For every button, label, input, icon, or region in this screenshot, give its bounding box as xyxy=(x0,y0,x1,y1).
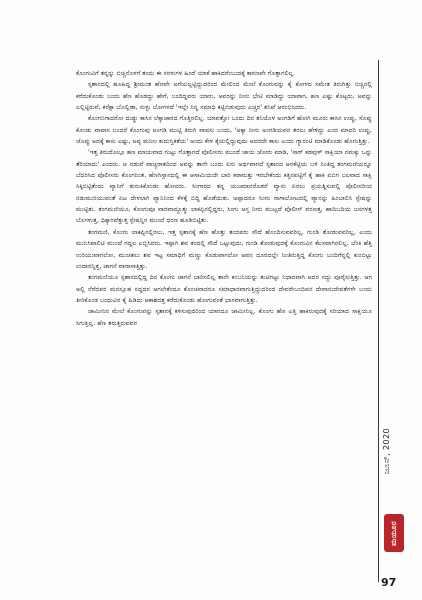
paragraph-2: ಸ್ಪಶಾನದಲ್ಲಿ ಹೂಹಿದ್ದ ಶ್ರೀಮಂತ ಹೆಣವೇ ಅಗೆಯಲ್ಪಟ್ಟಿದ್ದುದರಿಂದ ಮೇಲಿಂದ ಮೇಲೆ ಕೊಂಗುವನ್ನು ಕೈ ಕೋಳದ ಸಮೇತ ತಿರುಗಿತ್ತು ಬಿಚ್ಚಿನಲ್ಲಿ ಕರೆದುಕೊಂಡು ಬಂದು ಹೆಣ ಹೊಡದ್ದು ಹೇಗೆ, ಬಂದಿದ್ದವರು ಯಾರು, ಅವರನ್ನು ನೀನು ಭೇಟಿ ಮಾಡಿದ್ದು ಯಾವಾಗ, ಹಣ ಎಷ್ಟು ಕೊಟ್ಟರು, ಅವನ್ನು ಎಲ್ಲಿಟ್ಟಿರುವೆ, ಕರೆಕ್ಟಾ ಬೊಲ್ಲಿಡಾ, ಸುಳ್ಳು ಬೋಗಳದೆ 'ಇಲ್ಲೇ ನಿನ್ನ ಸಮಾಧಿ ಕಟ್ಟಿಬಿಡುವುದು ಎಚ್ಚರ' ತನಿಖೆ ಆರಂಭಿಸಿದರು. xyxy=(76,81,372,112)
paragraph-4: 'ಇತ್ತ ತಿರುದೊಲ್ಗೂ ಹಣ ಮಾಯವಾದ ಗುಟ್ಟು ಗೊತ್ತಾಗದೆ ಪೊಲೀಸರು ಮುಂದೆ ಜಾಯ ಜೋರು ಮಾಡಿ, 'ಸಾರ್ ಕಡವುಳ್ ಸಾಕ್ಷಿಯಾ ನಮಕ್ಕು ಒನ್ನು ತೆರಿಯಾದು' ಎಂದರು. ಆ ನಡುವೆ ವಾಚ್ಚರಾತದಿಂದ ಅವನ್ನು ತಾನೇ ಬಂದು ಏನು ಅರ್ಥವಾಗದೆ ಸ್ಪಶಾನದ ಆರಕೆಟ್ಟಿಯ ಬಳಿ ನಿಂತಿದ್ದ ತಂಗಮಣಿಯನ್ನೂ ಬೆದರಿಸಿದ ಪೊಲೀಸರು ಕೊಂಗನಿಂತ, ಹೆಣಗಿಸ್ತಾನದಲ್ಲಿ ಈ ಆಸಾಮಿಯದೇ ಬಾರಿ ಕರಾಮತ್ತು ಇರಬೇಕೆಂದು ಕತ್ತಿನಪಟ್ಟಿಗೆ ಕೈ ಹಾಕಿ ಏಬಿಗ ಬಲವಾದ ಸಾಕ್ಷಿ ಸಿಕ್ಕಿಬಿಟ್ಟಿತೆಂದು ವ್ಯಾನಿಗೆ ತುರುಕಿಕೊಂಡು ಹೋದರು. ಸಿಂಗಾರದ ತನ್ನ ಯಜಮಾನರೊಡನೆ ವ್ಯಾನು ಏರಲು ಪ್ರಯತ್ನಿಸುವಲ್ಲಿ ಪೊಲೀಸರಿಂದ ನಡುಮುರಿಯುವಂತೆ ಏಟ ದೇಳಲಾಗಿ ವ್ಯಾನಿನಿಂದ ಕೆಳಕ್ಕೆ ಬಿದ್ದಿ ಹೊಡೆಯಿತು. ಅಪ್ಪಾದರೂ ಸಿಂಗು ನಾಗಾಲೋಟದಲ್ಲಿ ವ್ಯಾನನ್ನು ಹಿಂಬಾಲಿಸಿ ಸ್ಪೇಷನ್ನು ಮುಟ್ಟಿತು. ತಂಗಮಣಿಯೂ, ಕೊಂಗುವೂ ವಾರವಾದ್ದೂತ್ಮು ಲಾಕಪ್ಪಿನಲ್ಲಿದ್ದರು, ಸಿಂಗು ಅಸ್ತ ನೀರು ಮುಟ್ಟದೆ ಪೊಲೀಸ್ ವರಣತ್ತ, ಹಾದಿಬದಿಯ ಜನಗಳತ್ತ ಬೊಗಳುತ್ತ, ಧಿಕ್ಕಾರವೆತ್ತುತ್ತ ಸ್ಪೇಷನ್ನಿನ ಮುಂದೆ ಧರಣ ಹೂಡಿಬಿಟ್ಟಿತು. xyxy=(76,149,372,225)
paragraph-3: ಕೊಂಗನಿಗಾದರೋ ದುಡ್ಡು ಕಾಸಿನ ಲೆಕ್ಕಾಚಾರದ ಗೊತ್ತಿರಲಿಲ್ಲ. ಯಾವತ್ತೋ ಒಂದು ದಿನ ತನಿಯೊಳ ಅಂಗಡಿಗೆ ಹೋಗಿ ಮೂರು ಕಾಸಿನ ಉಪ್ಪು, ಸೊಪ್ಪು ಕೊಂಡು ವಾಪಾಸ ಬಂದರೆ ಕೊಂಗುವು ಅಂಗಡಿ ಮುಟ್ಟಿ ತಿರುಗಿ ವಾಪಸು ಬಂದು, 'ಅಕ್ಕಾ ನೀನು ಅಂಗಡಿಯವನ ತರಲು ಹೇಳಿದ್ದು ಎಂದ ಮಾದರಿ ಉಪ್ಪು, ಚೊಪ್ಪು ಅದಕ್ಕೆ ಕಾಸು ಎಷ್ಟು, ಅಪ್ಪ ಮನೀಂ ಕುದುಸ್ತಿಕತೆಯ' ಅಂದು ಕೇಳ ಕೈಯಲ್ಲಿದ್ದುವುದು ಅದರದೇ ಕಾಸು ಎಂದು ಗ್ಯಾರಂಟಿ ಮಾಡಿಕೊಂಡು ಹೊಗುತ್ತಿತ್ತು. xyxy=(76,115,372,146)
paragraph-5: ತಂಗಮಣಿ, ಕೊಂಗು ಲಾಕಪ್ಪಿನಲ್ಲಿರಲು, ಇತ್ತ ಸ್ಪಶಾನಕ್ಕೆ ಹೆಣ ಹೊತ್ತು ತಂದವರು ಸೌದೆ ಹೊಂದಿಸುವವರಿಲ್ಲ, ಗುಂಡಿ ತೋಡುವವರಿಲ್ಲ, ಎಂದು ಮುನಿಸಿಪಾಲಿಟಿ ಮುಂದೆ ಗದ್ದಲ ಎಬ್ಬಿಸಿದರು. ಇಪ್ಪಾಗಿ ಶವ ತಂದಲ್ಲಿ ಸೌದೆ ಒಟ್ಟುವುದು, ಗುಂಡಿ ತೋಡುವುದಕ್ಕೆ ಕೊಂಗುವಿನ ಕೆಲಸವಾಗಿರಲಿಲ್ಲ. ಬೆಂಕಿ ಹೆತ್ತಿ ಉರಿಯುವಾಗಲೋ, ಮುಚಿತಲು ಶವ ಇಟ್ಟ ಸಮಾಧಿಗೆ ಮಣ್ಣು ಕೊಡುವಾಗಲೋ ಅವನ ದೂರದಲ್ಲೇ ನಿಂತಿರುತ್ತಿದ್ದ ಕೊಂಗು ಬಂದಿಗೆನ್ನಲ್ಲಿ ಕುಂಬಿಟ್ಟು ಉದಾರನ್ನಿತ್ತ, ಜಾಗನೆ ವಾರಾಸಾತ್ತಿತ್ತು. xyxy=(76,228,372,270)
page-number: 97 xyxy=(381,576,397,589)
margin-divider xyxy=(378,60,379,582)
paragraph-7: ಜಾಮೀನಿನ ಮೇಲೆ ಕೊಂಗುವನ್ನು ಸ್ಪಶಾನಕ್ಕೆ ಕಳಿಸುವುದರಿಂದ ಯಾರದೂ ಜಾಮೀನಿಲ್ಲ. ಕೊಂಗು ಹೆಣ ಎತ್ತಿ ಹಾಕಿರುವುದಕ್ಕೆ ಸರಿಯಾದ ಸಾಕ್ಷಿಯೂ ಸಿಗುತ್ತಿಲ್ಲ. ಹೆಣ ತರುತ್ತಿರುವವರ xyxy=(76,308,372,327)
paragraph-6: ತಂಗಮಣಿಯೂ ಸ್ಪಶಾನದಲ್ಲಿದ್ದ ದಿನ ಕೊಂಗು ಜಾಗನೆ ಬಾರಿಸಲಿಲ್ಲ ತಾನೇ ಕಂಬನಿಯನ್ನು ತುಟಿಗಟ್ಟು ನಿಧಾನವಾಗಿ ಅದರ ಸದ್ದು ಪೂರೈಸುತ್ತಿತ್ತು. ಆಗ ಅಲ್ಲಿ ನೆರೆದವರ ಮನಸ್ಸೂಹ ಸದ್ದದನ ಆಗಲೇಕೆಂದೂ ಕೊಂಚವಾದರೂ ಸಮಾಧಾನವಾಗುತ್ತಿದ್ದುದರಿಂದ ದೇವರೇಬಂದಿವನ ದೇವಾನುದೇವತೆಗಳೇ ಬಂದು ತೀರಿಕೊಂಡ ಬಂಧುವಿನ ಕೈ ಹಿಡಿದು ಆಕಾಶದತ್ತ ಕರೆದುಕೊಂಡು ಹೋಗುವಂತೆ ಭಾಸವಾಗುತ್ತಿತ್ತು. xyxy=(76,274,372,304)
paragraph-1: ಕೊಂಗುವಿಗೆ ತನ್ನನ್ನು ಬಿಚ್ಚನೊಳಗೆ ತಂದು ಈ ಸರಳುಗಳ ಹಿಂದೆ ಯಾಕೆ ಹಾಕಿದರೆಂಬುದಕ್ಕೆ ಕಾರಣವೇ ಗೊತ್ತಾಗಲಿಲ್ಲ. xyxy=(76,70,296,77)
magazine-logo xyxy=(384,514,404,552)
article-body xyxy=(76,68,372,329)
magazine-name: ಮಯೂರ xyxy=(389,520,398,546)
issue-date: ಜೂನ್, 2020 xyxy=(382,428,391,475)
